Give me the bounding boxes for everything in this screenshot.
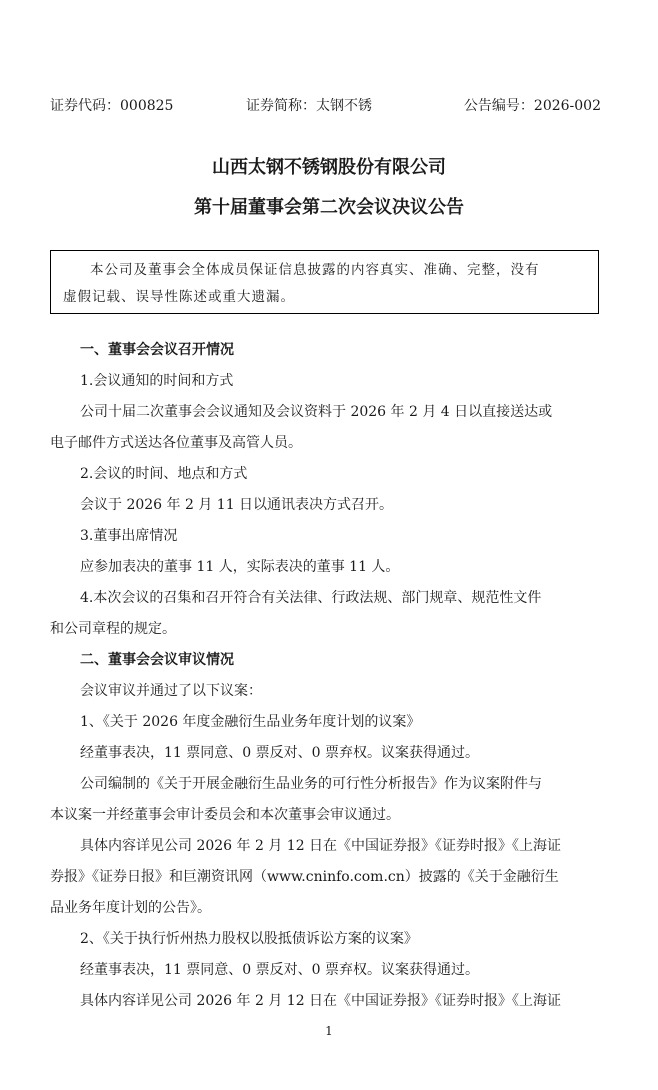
page-number: 1 xyxy=(325,1024,333,1038)
paragraph-line: 本议案一并经董事会审计委员会和本次董事会审议通过。 xyxy=(50,807,400,823)
paragraph-line: 会议审议并通过了以下议案： xyxy=(80,683,262,699)
motion-title: 2、《关于执行忻州热力股权以股抵债诉讼方案的议案》 xyxy=(80,931,418,947)
security-abbreviation: 证券简称：太钢不锈 xyxy=(246,98,372,114)
paragraph-line: 和公司章程的规定。 xyxy=(50,621,176,637)
item-heading: 1.会议通知的时间和方式 xyxy=(80,373,234,389)
security-code: 证券代码：000825 xyxy=(50,98,174,114)
vote-result: 经董事表决，11 票同意、0 票反对、0 票弃权。议案获得通过。 xyxy=(80,745,479,761)
item-heading: 3.董事出席情况 xyxy=(80,528,178,544)
paragraph-line: 4.本次会议的召集和召开符合有关法律、行政法规、部门规章、规范性文件 xyxy=(80,590,542,606)
document-header xyxy=(50,95,601,115)
paragraph-line: 具体内容详见公司 2026 年 2 月 12 日在《中国证券报》《证券时报》《上海证 xyxy=(80,838,562,854)
paragraph-line: 电子邮件方式送达各位董事及高管人员。 xyxy=(50,435,302,451)
paragraph-line: 券报》《证券日报》和巨潮资讯网（www.cninfo.com.cn）披露的《关于金融衍生 xyxy=(50,869,559,885)
paragraph-line: 具体内容详见公司 2026 年 2 月 12 日在《中国证券报》《证券时报》《上海证 xyxy=(80,993,562,1009)
company-name: 山西太钢不锈钢股份有限公司 xyxy=(212,157,446,178)
announcement-number: 公告编号：2026-002 xyxy=(463,98,601,114)
paragraph-line: 品业务年度计划的公告》。 xyxy=(50,900,211,916)
disclaimer-line-1: 本公司及董事会全体成员保证信息披露的内容真实、准确、完整，没有 xyxy=(90,262,540,278)
paragraph-line: 会议于 2026 年 2 月 11 日以通讯表决方式召开。 xyxy=(80,497,394,513)
disclaimer-line-2: 虚假记载、误导性陈述或重大遗漏。 xyxy=(63,289,295,305)
disclaimer-box xyxy=(50,250,599,314)
section-heading: 二、董事会会议审议情况 xyxy=(80,652,234,668)
item-heading: 2.会议的时间、地点和方式 xyxy=(80,466,248,482)
paragraph-line: 公司十届二次董事会会议通知及会议资料于 2026 年 2 月 4 日以直接送达或 xyxy=(80,404,553,420)
paragraph-line: 应参加表决的董事 11 人，实际表决的董事 11 人。 xyxy=(80,559,400,575)
motion-title: 1、《关于 2026 年度金融衍生品业务年度计划的议案》 xyxy=(80,714,421,730)
paragraph-line: 公司编制的《关于开展金融衍生品业务的可行性分析报告》作为议案附件与 xyxy=(80,776,542,792)
announcement-body xyxy=(50,340,602,1022)
vote-result: 经董事表决，11 票同意、0 票反对、0 票弃权。议案获得通过。 xyxy=(80,962,479,978)
section-heading: 一、董事会会议召开情况 xyxy=(80,342,234,358)
announcement-title: 第十届董事会第二次会议决议公告 xyxy=(194,197,464,218)
